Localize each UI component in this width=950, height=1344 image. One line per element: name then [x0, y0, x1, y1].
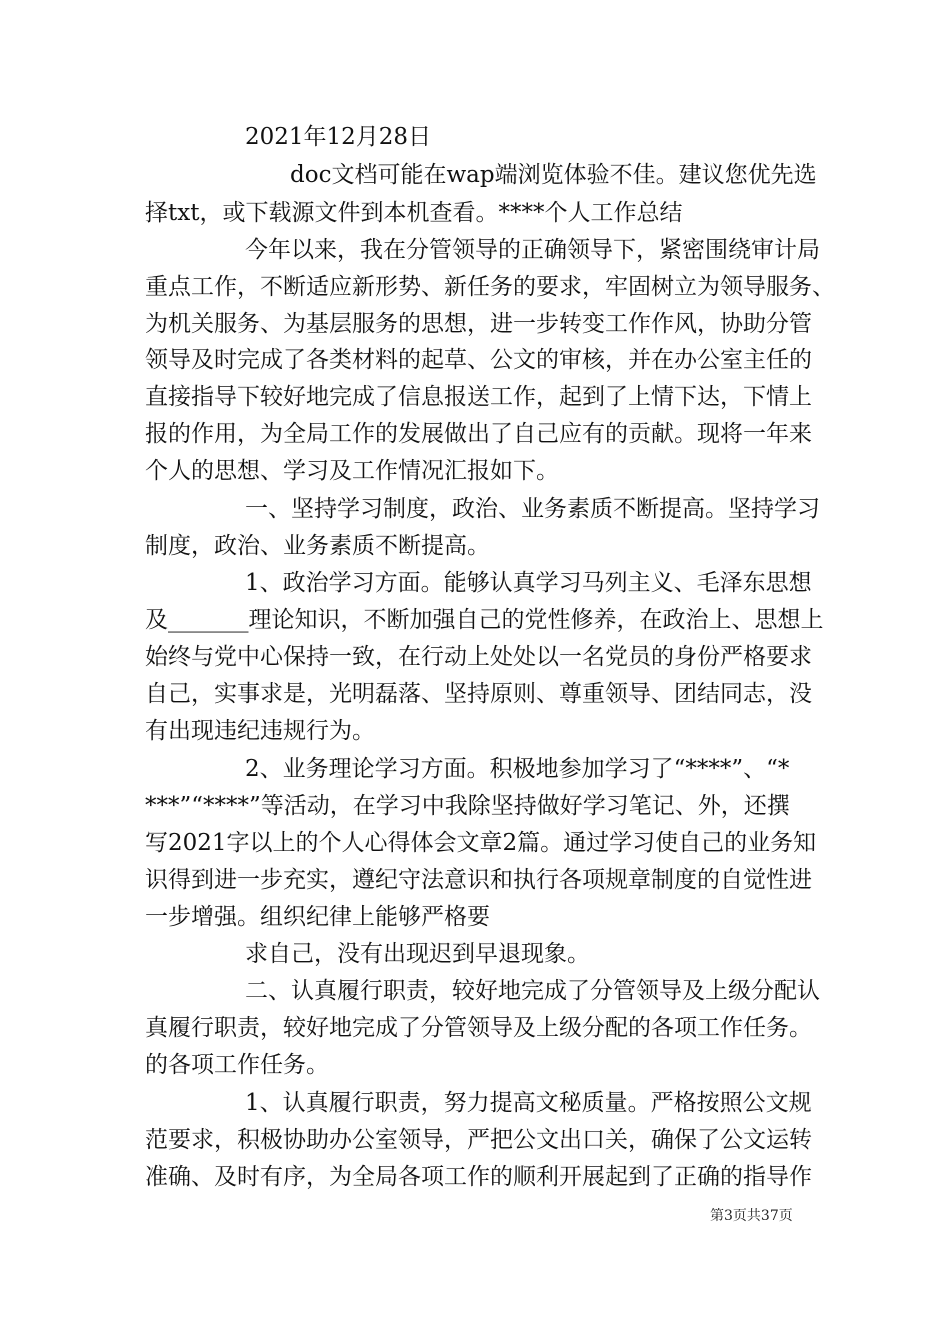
text-line: 自己，实事求是，光明磊落、坚持原则、尊重领导、团结同志，没: [145, 681, 812, 707]
subsection-heading: 1、政治学习方面。能够认真学习马列主义、毛泽东思想: [245, 570, 812, 596]
text-line: 识得到进一步充实，遵纪守法意识和执行各项规章制度的自觉性进: [145, 867, 812, 893]
text-line: 择txt，或下载源文件到本机查看。****个人工作总结: [145, 200, 683, 226]
text-line: 重点工作，不断适应新形势、新任务的要求，牢固树立为领导服务、: [145, 274, 835, 300]
text-line: 报的作用，为全局工作的发展做出了自己应有的贡献。现将一年来: [145, 421, 812, 447]
text-line: doc文档可能在wap端浏览体验不佳。建议您优先选: [290, 162, 817, 188]
text-line: 及_______理论知识，不断加强自己的党性修养，在政治上、思想上: [145, 607, 824, 633]
page-number: 第3页共37页: [710, 1208, 793, 1224]
subsection-heading: 1、认真履行职责，努力提高文秘质量。严格按照公文规: [245, 1090, 812, 1116]
date-line: 2021年12月28日: [245, 124, 432, 150]
text-line: 准确、及时有序，为全局各项工作的顺利开展起到了正确的指导作: [145, 1164, 812, 1190]
text-line: 直接指导下较好地完成了信息报送工作，起到了上情下达，下情上: [145, 384, 812, 410]
section-heading: 二、认真履行职责，较好地完成了分管领导及上级分配认: [245, 978, 820, 1004]
text-line: 写2021字以上的个人心得体会文章2篇。通过学习使自己的业务知: [145, 830, 817, 856]
text-line: 个人的思想、学习及工作情况汇报如下。: [145, 458, 559, 484]
text-line: 有出现违纪违规行为。: [145, 718, 375, 744]
text-line: 制度，政治、业务素质不断提高。: [145, 533, 490, 559]
text-line: 领导及时完成了各类材料的起草、公文的审核，并在办公室主任的: [145, 347, 812, 373]
text-line: 的各项工作任务。: [145, 1052, 329, 1078]
text-line: 为机关服务、为基层服务的思想，进一步转变工作作风，协助分管: [145, 311, 812, 337]
section-heading: 一、坚持学习制度，政治、业务素质不断提高。坚持学习: [245, 496, 820, 522]
text-line: 求自己，没有出现迟到早退现象。: [245, 941, 590, 967]
text-line: 一步增强。组织纪律上能够严格要: [145, 904, 490, 930]
text-line: 真履行职责，较好地完成了分管领导及上级分配的各项工作任务。: [145, 1015, 812, 1041]
subsection-heading: 2、业务理论学习方面。积极地参加学习了“****”、“*: [245, 756, 790, 782]
text-line: 范要求，积极协助办公室领导，严把公文出口关，确保了公文运转: [145, 1127, 812, 1153]
text-line: 今年以来，我在分管领导的正确领导下，紧密围绕审计局: [245, 237, 820, 263]
text-line: ***”“****”等活动，在学习中我除坚持做好学习笔记、外，还撰: [145, 793, 790, 819]
text-line: 始终与党中心保持一致，在行动上处处以一名党员的身份严格要求: [145, 644, 812, 670]
